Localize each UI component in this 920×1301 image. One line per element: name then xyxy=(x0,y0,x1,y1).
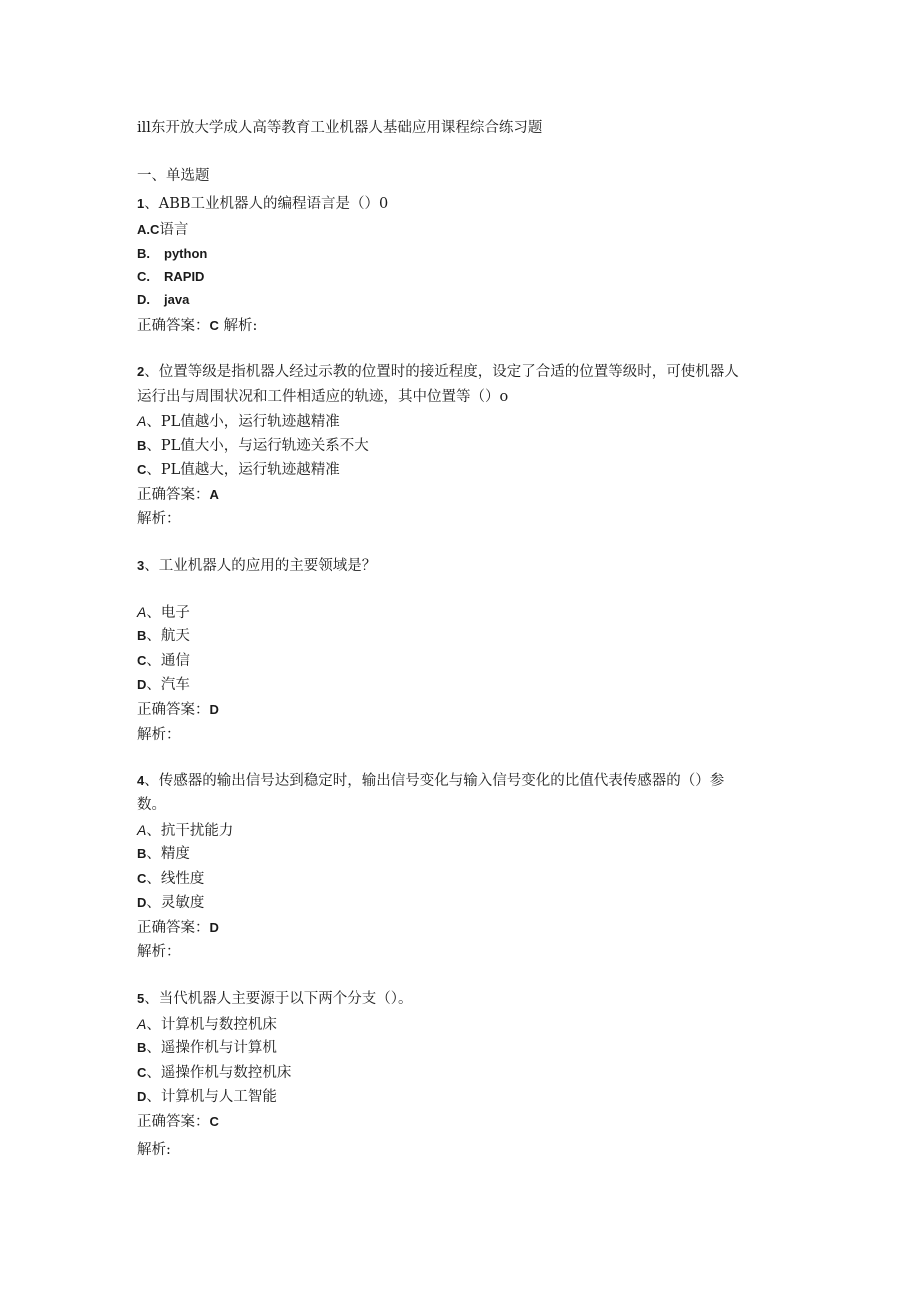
analysis-label: 解析： xyxy=(137,511,181,527)
question-text: ABB工业机器人的编程语言是（）0 xyxy=(158,196,389,212)
answer-value: D xyxy=(209,702,219,717)
question-3: 3、工业机器人的应用的主要领域是？ xyxy=(137,558,377,574)
answer-value: C xyxy=(209,1114,219,1129)
analysis-label: 解析: xyxy=(223,318,258,334)
answer-value: A xyxy=(209,487,219,502)
section-heading: 一、单选题 xyxy=(137,168,210,184)
option-d: D、计算机与人工智能 xyxy=(137,1089,277,1105)
option-b: B. python xyxy=(137,246,208,261)
question-4: 4、传感器的输出信号达到稳定时，输出信号变化与输入信号变化的比值代表传感器的（）参 xyxy=(137,773,725,789)
answer-line: 正确答案：A xyxy=(137,487,219,503)
analysis-label: 解析: xyxy=(137,1142,171,1158)
option-b: B、航天 xyxy=(137,628,190,644)
analysis-label: 解析： xyxy=(137,944,181,960)
option-a: A、电子 xyxy=(137,604,190,621)
answer-line: 正确答案：D xyxy=(137,702,219,718)
document-title: ill东开放大学成人高等教育工业机器人基础应用课程综合练习题 xyxy=(137,120,543,136)
question-1: 1、ABB工业机器人的编程语言是（）0 xyxy=(137,196,389,212)
option-c: C. RAPID xyxy=(137,269,205,284)
question-2: 2、位置等级是指机器人经过示教的位置时的接近程度，设定了合适的位置等级时，可使机器人 xyxy=(137,364,739,380)
option-d: D、汽车 xyxy=(137,677,190,693)
option-b: B、遥操作机与计算机 xyxy=(137,1040,277,1056)
option-b: B、精度 xyxy=(137,846,190,862)
option-a: A、PL值越小，运行轨迹越精准 xyxy=(137,413,340,430)
option-c: C、通信 xyxy=(137,653,190,669)
option-a: A、计算机与数控机床 xyxy=(137,1016,277,1033)
option-d: D. java xyxy=(137,292,190,307)
question-number: 1 xyxy=(137,196,145,211)
option-b: B、PL值大小，与运行轨迹关系不大 xyxy=(137,438,369,454)
option-c: C、PL值越大，运行轨迹越精准 xyxy=(137,462,340,478)
option-a: A.C语言 xyxy=(137,222,189,238)
answer-line: 正确答案：D xyxy=(137,920,219,936)
option-c: C、遥操作机与数控机床 xyxy=(137,1065,292,1081)
question-5: 5、当代机器人主要源于以下两个分支（）。 xyxy=(137,991,413,1007)
option-c: C、线性度 xyxy=(137,871,205,887)
answer-line: 正确答案：C 解析: xyxy=(137,318,258,334)
answer-value: C xyxy=(209,318,219,333)
answer-line: 正确答案：C xyxy=(137,1114,219,1130)
option-a: A、抗干扰能力 xyxy=(137,822,234,839)
analysis-label: 解析： xyxy=(137,727,181,743)
question-4-continued: 数。 xyxy=(137,797,166,813)
answer-value: D xyxy=(209,920,219,935)
option-d: D、灵敏度 xyxy=(137,895,205,911)
question-2-continued: 运行出与周围状况和工件相适应的轨迹，其中位置等（）o xyxy=(137,389,509,405)
